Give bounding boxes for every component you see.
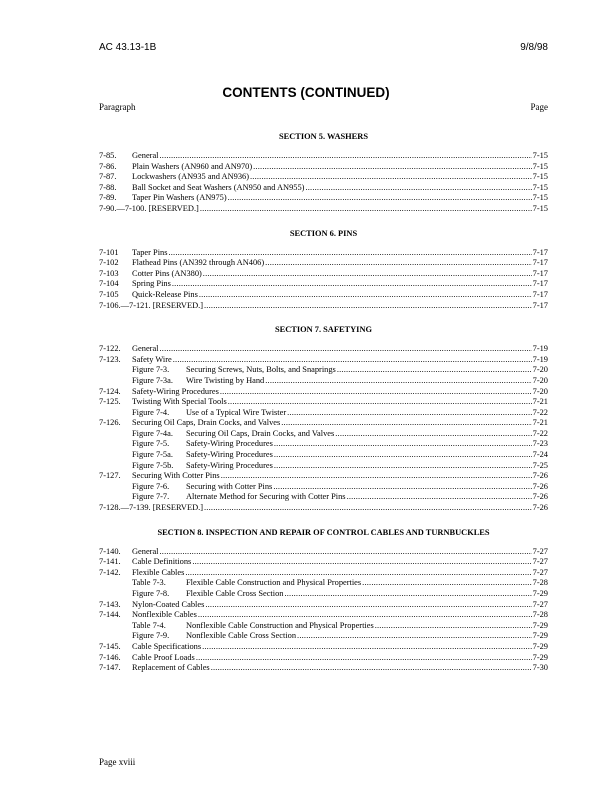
subentry-indent xyxy=(132,408,286,419)
paragraph-number: 7-140. xyxy=(99,546,121,556)
paragraph-number: 7-105 xyxy=(99,289,119,299)
dot-leader xyxy=(281,418,531,429)
entry-title: Safety-Wiring Procedures xyxy=(186,439,273,449)
toc-entry[interactable] xyxy=(99,193,548,204)
dot-leader xyxy=(228,193,532,204)
page-reference: 7-15 xyxy=(532,151,548,160)
entry-title: Taper Pins xyxy=(132,247,168,257)
entry-title: Nonflexible Cables xyxy=(132,610,197,620)
toc-entry[interactable] xyxy=(99,610,548,621)
page-reference: 7-29 xyxy=(532,589,548,598)
figure-label: Figure 7-8. xyxy=(132,589,170,598)
page-reference: 7-27 xyxy=(532,557,548,567)
figure-label: Figure 7-3a. xyxy=(132,375,173,385)
entry-title: General xyxy=(132,546,159,556)
toc-entry[interactable] xyxy=(99,642,548,653)
page-reference: 7-17 xyxy=(532,300,548,310)
dot-leader xyxy=(205,600,531,611)
subentry-indent xyxy=(132,482,272,493)
toc-subentry[interactable] xyxy=(99,621,548,632)
paragraph-number: 7-125. xyxy=(99,397,121,407)
page-reference: 7-19 xyxy=(532,354,548,364)
dot-leader xyxy=(297,631,532,642)
page-reference: 7-17 xyxy=(532,247,548,257)
dot-leader xyxy=(196,653,532,664)
entry-title: Alternate Method for Securing with Cotter Pins xyxy=(186,492,346,502)
page-reference: 7-28 xyxy=(532,578,548,588)
document-date: 9/8/98 xyxy=(520,42,548,53)
toc-section xyxy=(99,227,548,312)
paragraph-number: 7-127. xyxy=(99,471,121,481)
page-reference: 7-26 xyxy=(532,492,548,502)
subentry-indent xyxy=(132,365,336,376)
entry-title: Spring Pins xyxy=(132,279,171,289)
entry-title: Securing with Cotter Pins xyxy=(186,481,273,491)
dot-leader xyxy=(220,387,532,398)
toc-subentry[interactable] xyxy=(99,492,548,503)
dot-leader xyxy=(198,610,532,621)
entry-title: Flathead Pins (AN392 through AN406) xyxy=(132,258,265,268)
page-reference: 7-30 xyxy=(532,663,548,673)
page-reference: 7-17 xyxy=(532,289,548,299)
entry-title: Use of a Typical Wire Twister xyxy=(186,407,287,417)
toc-entry[interactable] xyxy=(99,162,548,173)
figure-label: Table 7-3. xyxy=(132,578,166,588)
dot-leader xyxy=(347,492,532,503)
dot-leader xyxy=(192,557,531,568)
figure-label: Table 7-4. xyxy=(132,620,166,630)
toc-entry[interactable] xyxy=(99,248,548,259)
dot-leader xyxy=(265,376,531,387)
toc-entry[interactable] xyxy=(99,269,548,280)
dot-leader xyxy=(160,547,532,558)
page-reference: 7-20 xyxy=(532,365,548,375)
entry-title: Twisting With Special Tools xyxy=(132,397,227,407)
entry-title: Taper Pin Washers (AN975) xyxy=(132,193,227,203)
toc-subentry[interactable] xyxy=(99,429,548,440)
toc-subentry[interactable] xyxy=(99,365,548,376)
dot-leader xyxy=(160,151,532,162)
toc-section xyxy=(99,526,548,674)
entry-title: Lockwashers (AN935 and AN936) xyxy=(132,172,249,182)
entry-title: Safety-Wiring Procedures xyxy=(186,460,273,470)
page-reference: 7-25 xyxy=(532,460,548,470)
dot-leader xyxy=(273,482,531,493)
entry-title: [RESERVED.] xyxy=(152,300,204,310)
entry-title: Flexible Cables xyxy=(132,567,185,577)
toc-entry[interactable] xyxy=(99,503,548,514)
figure-label: Figure 7-7. xyxy=(132,492,170,502)
paragraph-number: 7-144. xyxy=(99,610,121,620)
page-reference: 7-27 xyxy=(532,567,548,577)
table-of-contents xyxy=(99,130,548,674)
paragraph-number: 7-104 xyxy=(99,279,119,289)
subentry-indent xyxy=(132,450,273,461)
page-reference: 7-27 xyxy=(532,546,548,556)
dot-leader xyxy=(228,397,532,408)
page-reference: 7-26 xyxy=(532,481,548,491)
dot-leader xyxy=(202,642,532,653)
toc-entry[interactable] xyxy=(99,183,548,194)
paragraph-number: 7-122. xyxy=(99,344,121,354)
dot-leader xyxy=(335,429,531,440)
paragraph-number: 7-147. xyxy=(99,663,121,673)
paragraph-number: 7-86. xyxy=(99,161,117,171)
paragraph-number: 7-89. xyxy=(99,193,117,203)
page-reference: 7-29 xyxy=(532,652,548,662)
entry-title: Cotter Pins (AN380) xyxy=(132,268,202,278)
toc-section xyxy=(99,323,548,514)
page-reference: 7-17 xyxy=(532,279,548,289)
entry-title: General xyxy=(132,344,159,354)
page-reference: 7-28 xyxy=(532,610,548,620)
toc-subentry[interactable] xyxy=(99,461,548,472)
dot-leader xyxy=(221,471,532,482)
page-reference: 7-27 xyxy=(532,599,548,609)
toc-entry[interactable] xyxy=(99,344,548,355)
dot-leader xyxy=(160,344,532,355)
subentry-indent xyxy=(132,589,283,600)
toc-subentry[interactable] xyxy=(99,482,548,493)
section-title: SECTION 6. PINS xyxy=(289,228,358,238)
subentry-indent xyxy=(132,631,296,642)
figure-label: Figure 7-5b. xyxy=(132,460,174,470)
toc-entry[interactable] xyxy=(99,397,548,408)
page-reference: 7-29 xyxy=(532,641,548,651)
paragraph-number: 7-87. xyxy=(99,172,117,182)
figure-label: Figure 7-3. xyxy=(132,365,170,375)
page-reference: 7-17 xyxy=(532,268,548,278)
toc-entry[interactable] xyxy=(99,279,548,290)
entry-title: Safety-Wiring Procedures xyxy=(186,450,273,460)
entry-title: Nonflexible Cable Construction and Physical Properties xyxy=(186,620,374,630)
dot-leader xyxy=(199,290,532,301)
paragraph-number: 7-123. xyxy=(99,354,121,364)
paragraph-number: 7-106.—7-121. xyxy=(99,300,151,310)
page-reference: 7-24 xyxy=(532,450,548,460)
page-reference: 7-23 xyxy=(532,439,548,449)
subentry-indent xyxy=(132,621,374,632)
subentry-indent xyxy=(132,429,334,440)
page-reference: 7-15 xyxy=(532,193,548,203)
toc-subentry[interactable] xyxy=(99,589,548,600)
figure-label: Figure 7-4a. xyxy=(132,428,173,438)
dot-leader xyxy=(253,162,532,173)
entry-title: Securing Oil Caps, Drain Cocks, and Valves xyxy=(132,418,281,428)
subentry-indent xyxy=(132,461,273,472)
toc-entry[interactable] xyxy=(99,653,548,664)
entry-title: Quick-Release Pins xyxy=(132,289,198,299)
page-reference: 7-29 xyxy=(532,620,548,630)
dot-leader xyxy=(375,621,532,632)
dot-leader xyxy=(265,258,532,269)
paragraph-number: 7-85. xyxy=(99,151,117,160)
toc-entry[interactable] xyxy=(99,471,548,482)
subentry-indent xyxy=(132,578,361,589)
toc-subentry[interactable] xyxy=(99,439,548,450)
subentry-indent xyxy=(132,376,264,387)
entry-title: Cable Definitions xyxy=(132,557,192,567)
page-reference: 7-22 xyxy=(532,407,548,417)
section-title: SECTION 8. INSPECTION AND REPAIR OF CONTROL CABLES AND TURNBUCKLES xyxy=(157,527,490,537)
paragraph-number: 7-124. xyxy=(99,386,121,396)
paragraph-number: 7-141. xyxy=(99,557,121,567)
page-title: CONTENTS (CONTINUED) xyxy=(222,85,390,100)
toc-entry[interactable] xyxy=(99,663,548,674)
entry-title: Plain Washers (AN960 and AN970) xyxy=(132,161,253,171)
entry-title: Replacement of Cables xyxy=(132,663,210,673)
dot-leader xyxy=(274,450,532,461)
page-column-header: Page xyxy=(530,102,548,112)
toc-subentry[interactable] xyxy=(99,631,548,642)
entry-title: [RESERVED.] xyxy=(148,203,199,213)
dot-leader xyxy=(274,439,532,450)
paragraph-number: 7-88. xyxy=(99,182,117,192)
page-reference: 7-20 xyxy=(532,375,548,385)
dot-leader xyxy=(185,568,531,579)
paragraph-number: 7-103 xyxy=(99,268,119,278)
dot-leader xyxy=(172,279,532,290)
toc-subentry[interactable] xyxy=(99,376,548,387)
section-title: SECTION 7. SAFETYING xyxy=(274,325,373,335)
page-reference: 7-15 xyxy=(532,172,548,182)
page-reference: 7-15 xyxy=(532,161,548,171)
toc-entry[interactable] xyxy=(99,568,548,579)
entry-title: General xyxy=(132,151,159,160)
page-reference: 7-17 xyxy=(532,258,548,268)
toc-entry[interactable] xyxy=(99,151,548,162)
figure-label: Figure 7-5a. xyxy=(132,450,173,460)
toc-entry[interactable] xyxy=(99,557,548,568)
toc-entry[interactable] xyxy=(99,547,548,558)
paragraph-number: 7-145. xyxy=(99,641,121,651)
figure-label: Figure 7-4. xyxy=(132,407,170,417)
page-reference: 7-19 xyxy=(532,344,548,354)
entry-title: Safety Wire xyxy=(132,354,172,364)
page-number: Page xviii xyxy=(99,757,136,767)
page-reference: 7-21 xyxy=(532,418,548,428)
dot-leader xyxy=(274,461,532,472)
toc-entry[interactable] xyxy=(99,600,548,611)
dot-leader xyxy=(203,269,532,280)
figure-label: Figure 7-6. xyxy=(132,481,170,491)
paragraph-number: 7-126. xyxy=(99,418,121,428)
page-reference: 7-15 xyxy=(532,203,548,213)
toc-entry[interactable] xyxy=(99,258,548,269)
toc-entry[interactable] xyxy=(99,290,548,301)
toc-subentry[interactable] xyxy=(99,408,548,419)
paragraph-number: 7-143. xyxy=(99,599,121,609)
dot-leader xyxy=(204,503,532,514)
toc-section xyxy=(99,130,548,215)
entry-title: Wire Twisting by Hand xyxy=(186,375,265,385)
entry-title: Cable Proof Loads xyxy=(132,652,195,662)
paragraph-number: 7-128.—7-139. xyxy=(99,503,151,513)
entry-title: Securing With Cotter Pins xyxy=(132,471,220,481)
entry-title: [RESERVED.] xyxy=(152,503,204,513)
entry-title: Flexible Cable Construction and Physical Properties xyxy=(186,578,362,588)
dot-leader xyxy=(287,408,532,419)
dot-leader xyxy=(173,355,532,366)
paragraph-number: 7-146. xyxy=(99,652,121,662)
toc-subentry[interactable] xyxy=(99,450,548,461)
page-reference: 7-26 xyxy=(532,471,548,481)
dot-leader xyxy=(211,663,532,674)
entry-title: Ball Socket and Seat Washers (AN950 and AN955) xyxy=(132,182,305,192)
document-id: AC 43.13-1B xyxy=(99,42,157,53)
page-reference: 7-22 xyxy=(532,428,548,438)
dot-leader xyxy=(362,578,531,589)
entry-title: Cable Specifications xyxy=(132,641,202,651)
paragraph-number: 7-102 xyxy=(99,258,119,268)
dot-leader xyxy=(200,204,532,215)
subentry-indent xyxy=(132,439,273,450)
entry-title: Securing Screws, Nuts, Bolts, and Snaprings xyxy=(186,365,336,375)
dot-leader xyxy=(250,172,532,183)
paragraph-number: 7-142. xyxy=(99,567,121,577)
toc-entry[interactable] xyxy=(99,301,548,312)
toc-entry[interactable] xyxy=(99,204,548,215)
entry-title: Flexible Cable Cross Section xyxy=(186,589,284,598)
paragraph-column-header: Paragraph xyxy=(99,102,136,112)
page-reference: 7-15 xyxy=(532,182,548,192)
figure-label: Figure 7-9. xyxy=(132,631,170,641)
section-title: SECTION 5. WASHERS xyxy=(279,132,368,141)
dot-leader xyxy=(305,183,531,194)
page-reference: 7-20 xyxy=(532,386,548,396)
paragraph-number: 7-90.—7-100. xyxy=(99,203,147,213)
figure-label: Figure 7-5. xyxy=(132,439,170,449)
subentry-indent xyxy=(132,492,346,503)
toc-entry[interactable] xyxy=(99,172,548,183)
entry-title: Nylon-Coated Cables xyxy=(132,599,205,609)
page-reference: 7-21 xyxy=(532,397,548,407)
toc-entry[interactable] xyxy=(99,355,548,366)
entry-title: Nonflexible Cable Cross Section xyxy=(186,631,297,641)
dot-leader xyxy=(204,301,532,312)
dot-leader xyxy=(284,589,531,600)
page-reference: 7-29 xyxy=(532,631,548,641)
dot-leader xyxy=(168,248,531,259)
toc-entry[interactable] xyxy=(99,418,548,429)
entry-title: Safety-Wiring Procedures xyxy=(132,386,219,396)
toc-entry[interactable] xyxy=(99,387,548,398)
entry-title: Securing Oil Caps, Drain Cocks, and Valves xyxy=(186,428,335,438)
toc-subentry[interactable] xyxy=(99,578,548,589)
paragraph-number: 7-101 xyxy=(99,247,119,257)
page-reference: 7-26 xyxy=(532,503,548,513)
dot-leader xyxy=(337,365,532,376)
